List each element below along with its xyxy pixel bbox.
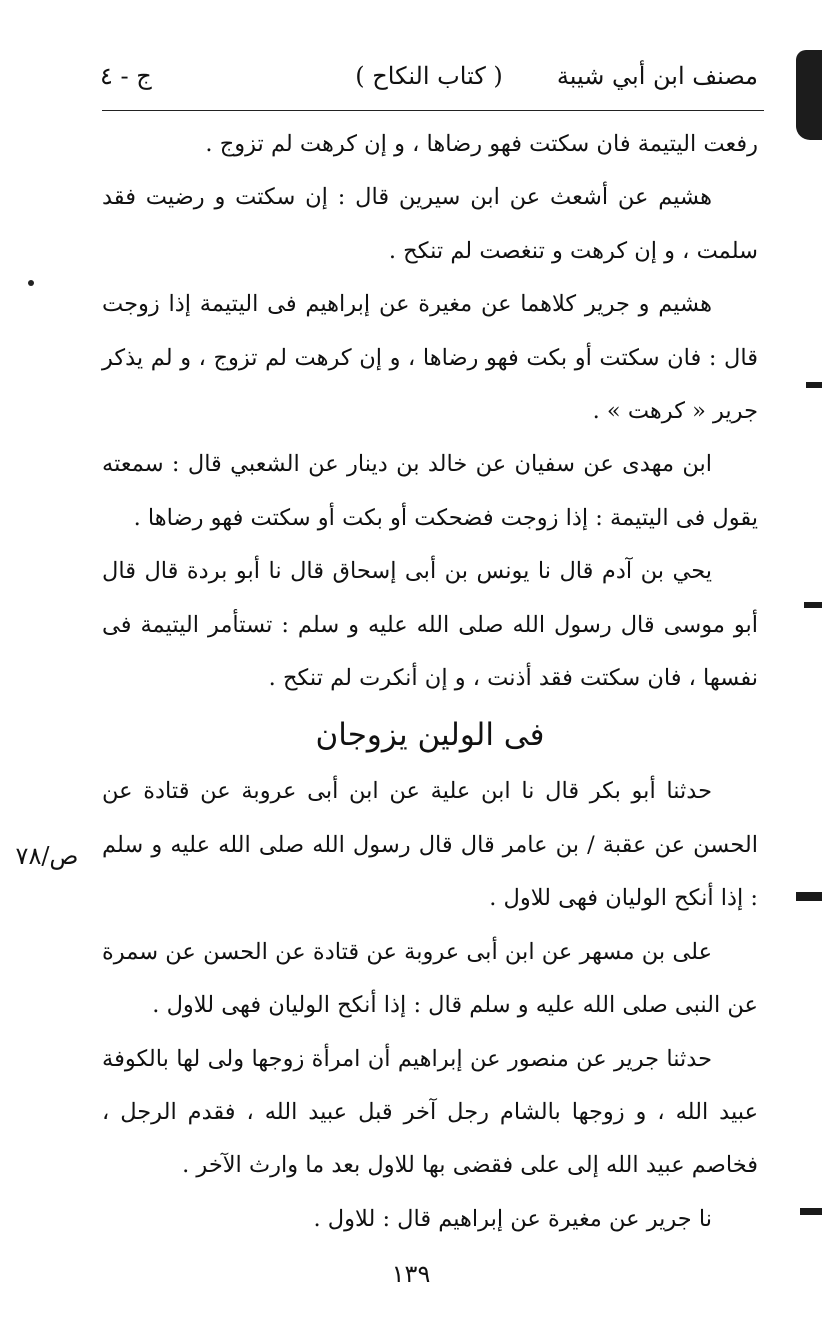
speck — [28, 280, 34, 286]
book-title: مصنف ابن أبي شيبة — [556, 62, 758, 90]
edge-mark — [796, 892, 822, 901]
paragraph: حدثنا جرير عن منصور عن إبراهيم أن امرأة زوجها ولى لها بالكوفة عبيد الله ، و زوجها بالشام رجل آخر قبل عبيد الله ، فقدم الرجل ، فخاصم عبيد الله إلى على فقضى بها للاول بعد ما وارث الآخر . — [102, 1045, 758, 1179]
paragraph: هشيم عن أشعث عن ابن سيرين قال : إن سكتت و رضيت فقد سلمت ، و إن كرهت و تنغصت لم تنكح . — [102, 184, 758, 264]
volume-label: ج - ٤ — [100, 62, 152, 90]
margin-page-reference: ص/٧٨ — [15, 842, 79, 870]
page-header — [100, 56, 758, 100]
binding-shadow — [796, 50, 822, 140]
paragraph: نا جرير عن مغيرة عن إبراهيم قال : للاول . — [313, 1205, 712, 1232]
section-title: فى الولين يزوجان — [315, 717, 545, 754]
page-number: ١٣٩ — [391, 1260, 431, 1288]
paragraph: ابن مهدى عن سفيان عن خالد بن دينار عن الشعبي قال : سمعته يقول فى اليتيمة : إذا زوجت فضحكت أو بكت أو سكتت فهو رضاها . — [102, 451, 758, 531]
paragraph: يحي بن آدم قال نا يونس بن أبى إسحاق قال نا أبو بردة قال قال أبو موسى قال رسول الله صلى الله عليه و سلم : تستأمر اليتيمة فى نفسها ، فان سكتت فقد أذنت ، و إن أنكرت لم تنكح . — [102, 558, 758, 692]
paragraph: هشيم و جرير كلاهما عن مغيرة عن إبراهيم فى اليتيمة إذا زوجت قال : فان سكتت أو بكت فهو رضاها ، و إن كرهت لم تزوج ، و لم يذكر جرير « كرهت » . — [102, 291, 758, 425]
edge-mark — [804, 602, 822, 608]
page-body — [102, 118, 758, 1246]
paragraph: على بن مسهر عن ابن أبى عروبة عن قتادة عن الحسن عن سمرة عن النبى صلى الله عليه و سلم قال : إذا أنكح الوليان فهى للاول . — [102, 938, 758, 1019]
paragraph: حدثنا أبو بكر قال نا ابن علية عن ابن أبى عروبة عن قتادة عن الحسن عن عقبة / بن عامر قال قال رسول الله صلى الله عليه و سلم : إذا أنكح الوليان فهى للاول . — [102, 778, 758, 912]
paragraph: رفعت اليتيمة فان سكتت فهو رضاها ، و إن كرهت لم تزوج . — [205, 131, 758, 157]
chapter-title: ( كتاب النكاح ) — [355, 62, 503, 90]
edge-mark — [806, 382, 822, 388]
header-rule — [102, 110, 764, 111]
edge-mark — [800, 1208, 822, 1215]
